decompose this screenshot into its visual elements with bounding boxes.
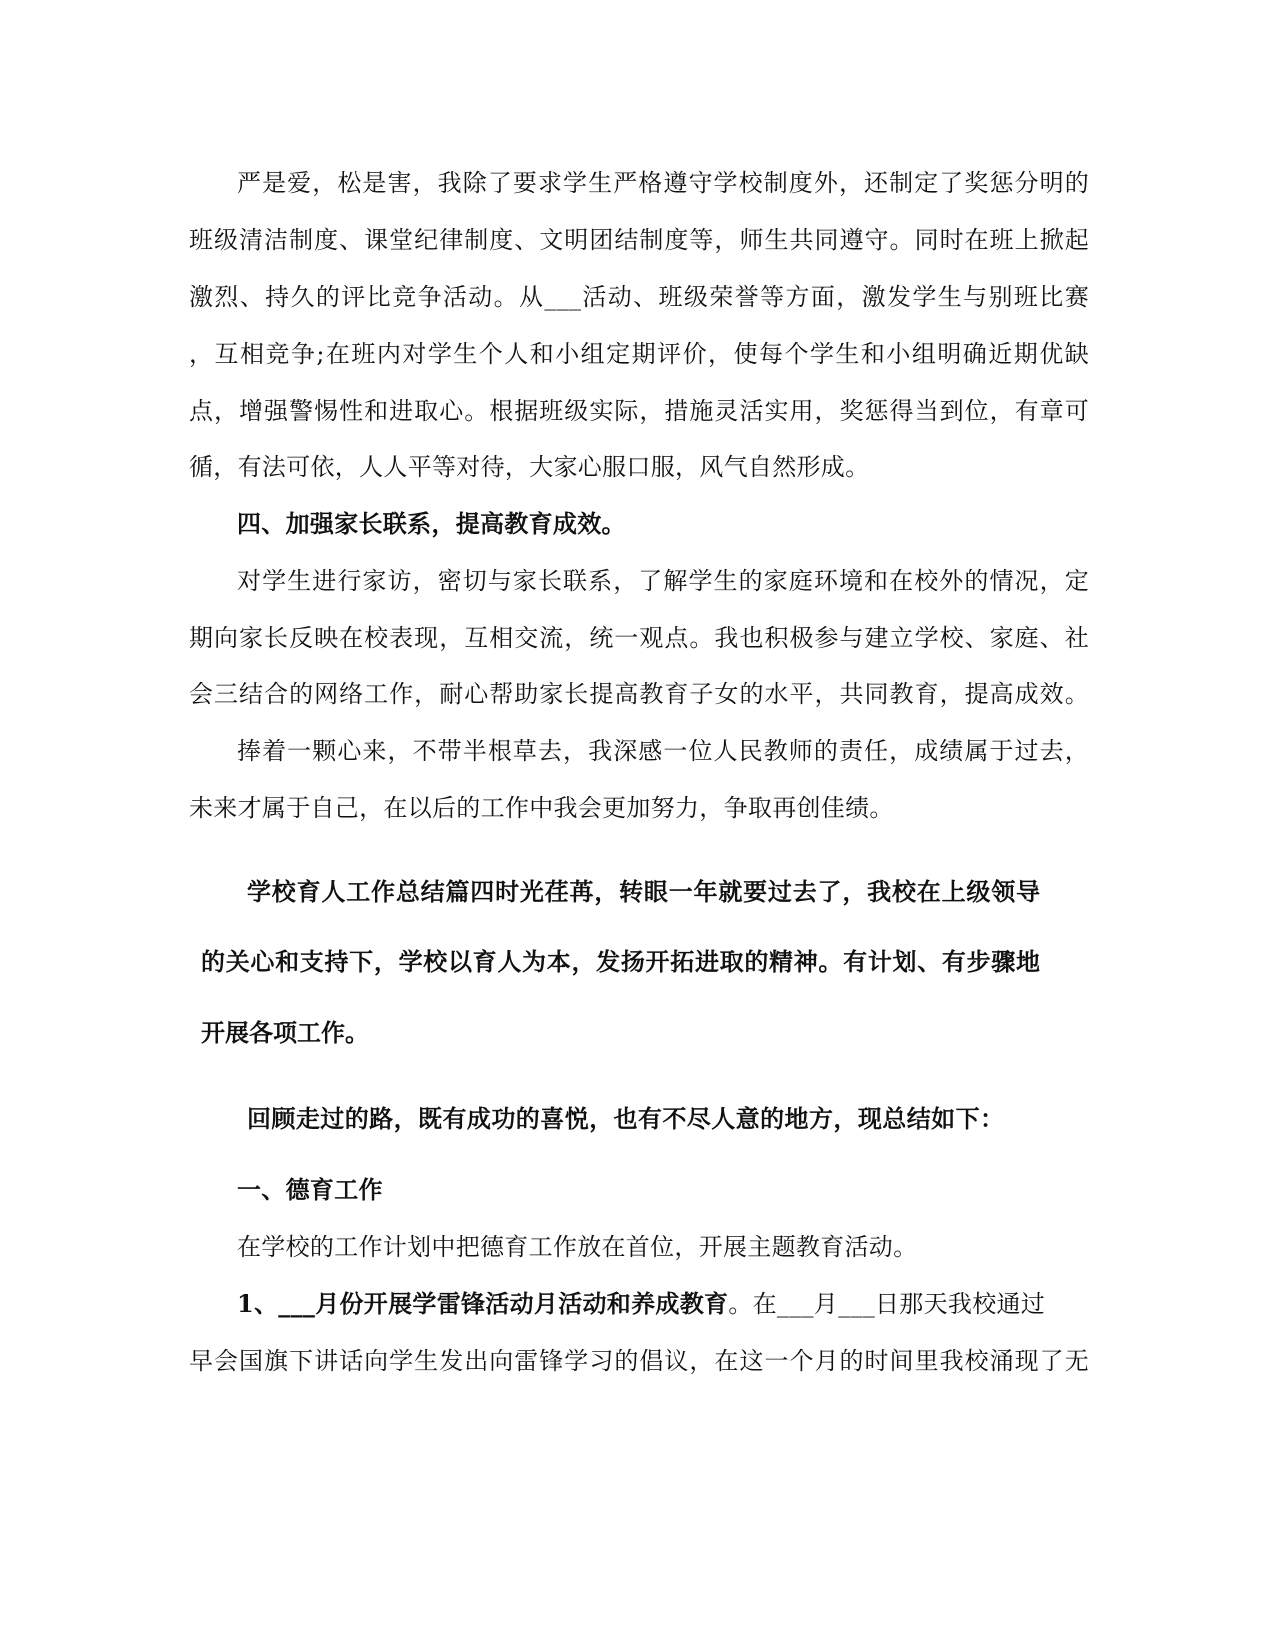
title-line: 开展各项工作。 (201, 1018, 369, 1047)
title-line: 学校育人工作总结篇四时光荏苒，转眼一年就要过去了，我校在上级领导 (247, 877, 1040, 906)
paragraph-line: 捧着一颗心来，不带半根草去，我深感一位人民教师的责任，成绩属于过去， (237, 737, 1089, 765)
title-line: 的关心和支持下，学校以育人为本，发扬开拓进取的精神。有计划、有步骤地 (201, 947, 1040, 976)
section-heading: 四、加强家长联系，提高教育成效。 (237, 509, 626, 538)
paragraph-line: 会三结合的网络工作，耐心帮助家长提高教育子女的水平，共同教育，提高成效。 (189, 680, 1089, 708)
list-item (237, 1288, 1089, 1320)
paragraph-line: ，互相竞争;在班内对学生个人和小组定期评价，使每个学生和小组明确近期优缺 (189, 340, 1089, 368)
paragraph-line: 未来才属于自己，在以后的工作中我会更加努力，争取再创佳绩。 (189, 794, 894, 822)
paragraph-line: 循，有法可依，人人平等对待，大家心服口服，风气自然形成。 (189, 453, 870, 481)
paragraph-line: 期向家长反映在校表现，互相交流，统一观点。我也积极参与建立学校、家庭、社 (189, 624, 1089, 652)
paragraph-line: 点，增强警惕性和进取心。根据班级实际，措施灵活实用，奖惩得当到位，有章可 (189, 397, 1089, 425)
review-line: 回顾走过的路，既有成功的喜悦，也有不尽人意的地方，现总结如下： (247, 1104, 1004, 1133)
paragraph-line: 早会国旗下讲话向学生发出向雷锋学习的倡议，在这一个月的时间里我校涌现了无 (189, 1347, 1089, 1375)
paragraph-line: 班级清洁制度、课堂纪律制度、文明团结制度等，师生共同遵守。同时在班上掀起 (189, 226, 1089, 254)
paragraph-line: 严是爱，松是害，我除了要求学生严格遵守学校制度外，还制定了奖惩分明的 (237, 169, 1089, 197)
list-item-text: 。在___月___日那天我校通过 (728, 1290, 1046, 1318)
paragraph-line: 对学生进行家访，密切与家长联系，了解学生的家庭环境和在校外的情况，定 (237, 567, 1089, 595)
paragraph-line: 在学校的工作计划中把德育工作放在首位，开展主题教育活动。 (237, 1233, 918, 1261)
list-item-title: 1、___月份开展学雷锋活动月活动和养成教育 (237, 1289, 729, 1318)
paragraph-line: 激烈、持久的评比竞争活动。从___活动、班级荣誉等方面，激发学生与别班比赛 (189, 283, 1089, 311)
section-heading: 一、德育工作 (237, 1175, 383, 1204)
